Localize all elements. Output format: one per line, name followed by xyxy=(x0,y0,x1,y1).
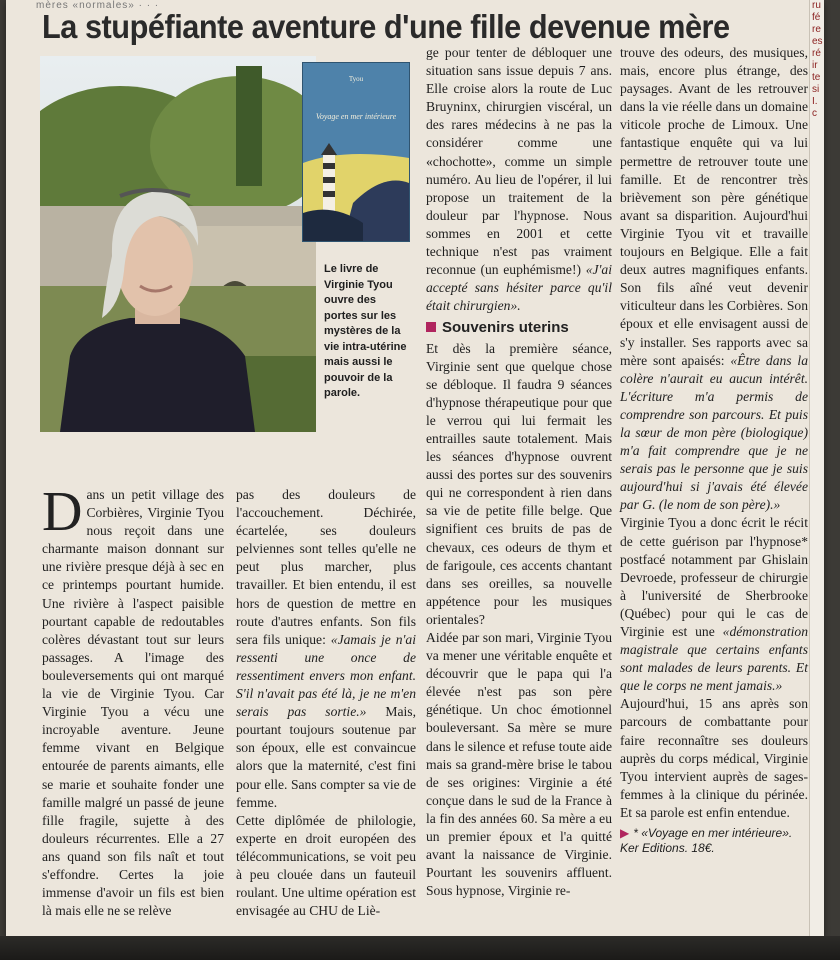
strip-fragment: es xyxy=(812,36,823,47)
subheading xyxy=(426,319,612,337)
book-footnote xyxy=(620,826,808,856)
strip-fragment: c xyxy=(812,108,817,119)
col3-paragraph-2: Et dès la première séance, Virginie sent que quelque chose se débloque. Il faudra 9 séances d'hypnose thérapeutique pour que le verrou qui lui fermait les entrailles saute totalement. Mais les séances d'hypnose ouvrent aussi des portes sur des souvenirs qui ne correspondent à rien dans sa vie de petite fille belge. Que signifient ces bruits de pas de chevaux, ces odeurs de thym et de farigoule, ces accents chantant dans ses oreilles, sa nouvelle appétence pour les musiques orientales? xyxy=(426,340,612,627)
col2-quote: «Jamais je n'ai ressenti une once de ressentiment envers mon enfant. S'il n'avait pas été là, je ne m'en serais pas sortie.» xyxy=(236,631,416,720)
article-column-3 xyxy=(426,44,612,900)
author-photo xyxy=(40,56,316,432)
strip-fragment: ré xyxy=(812,48,821,59)
strip-fragment: ir xyxy=(812,60,818,71)
strip-fragment: te xyxy=(812,72,821,83)
col4-quote: «Être dans la colère n'aurait eu aucun intérêt. L'écriture m'a permis de comprendre son parcours. Et puis la sœur de mon père (biologique) m'a fait comprendre que je ne serais pas le personne que je suis aujourd'hui si j'avais été élevée par G. (le nom de son père).» xyxy=(620,352,808,513)
col3-quote: «J'ai accepté sans hésiter parce qu'il était chirurgien». xyxy=(426,262,612,314)
col4-quote-2: «démonstration magistrale que certains enfants sont malades de leurs parents. Et que le corps ne ment jamais.» xyxy=(620,624,808,694)
article-headline: La stupéfiante aventure d'une fille devenue mère xyxy=(42,8,730,45)
article-column-4 xyxy=(620,44,808,856)
col4-text: trouve des odeurs, des musiques, mais, encore plus étrange, des paysages. Avant de les retrouver dans la vie réelle dans un domaine viticole proche de Limoux. Une fantastique enquête qui va lui permettre de retrouver toute une famille. Et de rencontrer très brièvement son père génétique avant sa disparition. Aujourd'hui Virginie Tyou vit et travaille toujours en Belgique. Elle a fait deux autres magnifiques enfants. Son fils aîné veut devenir viticulteur dans les Corbières. Son époux et elle envisagent aussi de s'y installer. Ses rapports avec sa mère sont apaisés: xyxy=(620,45,808,368)
kicker-line: mères «normales» · · · xyxy=(36,0,160,11)
article-column-2 xyxy=(236,486,416,920)
drop-cap: D xyxy=(42,481,83,543)
strip-fragment: re xyxy=(812,24,821,35)
col3-text: ge pour tenter de débloquer une situation sans issue depuis 7 ans. Elle croise alors la route de Luc Bruyninx, chirurgien viscéral, un des rares médecins à ne pas la considérer comme une «chochotte», comme un simple numéro. Au lieu de l'opérer, il lui propose un traitement de la douleur par l'hypnose. Nous sommes en 2001 et cette technique n'est pas vraiment reconnue (un euphémisme!) xyxy=(426,45,612,278)
footnote-publisher: Ker Editions. 18€. xyxy=(620,841,715,856)
book-cover-illustration xyxy=(303,63,409,241)
triangle-icon: ▶ xyxy=(620,826,630,841)
col4-paragraph-3: Aujourd'hui, 15 ans après son parcours de combattante pour faire reconnaître ses douleurs auprès du corps médical, Virginie Tyou intervient auprès de sages-femmes à la clinique du périnée. Et sa parole est enfin entendue. xyxy=(620,696,808,820)
article-column-1 xyxy=(42,481,224,920)
col2-paragraph-2: Cette diplômée de philologie, experte en droit européen des télécommunications, se voit peu à peu clouée dans un fauteuil roulant. Une ultime opération est envisagée au CHU de Liè- xyxy=(236,812,416,919)
subheading-square-icon xyxy=(426,322,436,332)
subheading-text: Souvenirs uterins xyxy=(442,319,569,337)
book-cover xyxy=(302,62,410,242)
footnote-title: * «Voyage en mer intérieure». xyxy=(633,826,793,841)
newspaper-page xyxy=(6,0,824,936)
author-photo-illustration xyxy=(40,56,316,432)
strip-fragment: fé xyxy=(812,12,821,23)
table-surface xyxy=(0,936,840,960)
book-title: Voyage en mer intérieure xyxy=(315,112,397,121)
book-author: Tyou xyxy=(348,75,364,83)
photo-caption: Le livre de Virginie Tyou ouvre des portes sur les mystères de la vie intra-utérine mais aussi le pouvoir de la parole. xyxy=(324,263,407,399)
col1-paragraph: ans un petit village des Corbières, Virginie Tyou nous reçoit dans une charmante maison donnant sur une rivière presque déjà à sec en ce printemps pourtant humide. Une rivière à l'aspect paisible pourtant capable de redoutables colères dévastant tout sur leurs passages. A l'image des bouleversements qui ont marqué la vie de Virginie Tyou. Car Virginie Tyou a vécu une incroyable aventure. Jeune femme vivant en Belgique entourée de parents aimants, elle se marie et souhaite fonder une famille malgré un passé de jeune fille fragile, sujette à des douleurs récurrentes. Elle a 27 ans quand son fils naît et tout s'effondre. Certes la joie immense d'avoir un fils est bien là mais elle ne se relève xyxy=(42,487,224,919)
strip-fragment: si xyxy=(812,84,820,95)
col4-text-2: Virginie Tyou a donc écrit le récit de cette guérison par l'hypnose* postfacé notamment par Ghislain Devroede, professeur de chirurgie à l'université de Sherbrooke (Québec) pour qui le cas de Virginie est une xyxy=(620,515,808,639)
col2-text-cont: Mais, pourtant toujours soutenue par son époux, elle est convaincue alors que la maternité, c'est fini pour elle. Sans compter sa vie de femme. xyxy=(236,704,416,810)
strip-fragment: I. xyxy=(812,96,818,107)
col3-paragraph-3: Aidée par son mari, Virginie Tyou va mener une véritable enquête et découvrir que le papa qui l'a élevée n'est pas son père génétique. Un choc émotionnel bouleversant. Sa mère se mure dans le silence et refuse toute aide mais sa grand-mère brise le tabou de ses origines: Virginie a été conçue dans le sud de la France à la fin des années 60. Sa mère a eu un premier époux et l'a quitté avant la naissance de Virginie. Pourtant les souvenirs affluent. Sous hypnose, Virginie re- xyxy=(426,630,612,899)
strip-fragment: ru xyxy=(812,0,821,11)
col2-text: pas des douleurs de l'accouchement. Déchirée, écartelée, ses douleurs pelviennes sont telles qu'elle ne peut plus marcher, plus travailler. Et bien entendu, il est hors de question de mettre en route d'autres enfants. Son fils sera fils unique: xyxy=(236,487,416,647)
adjacent-page-strip xyxy=(809,0,824,936)
